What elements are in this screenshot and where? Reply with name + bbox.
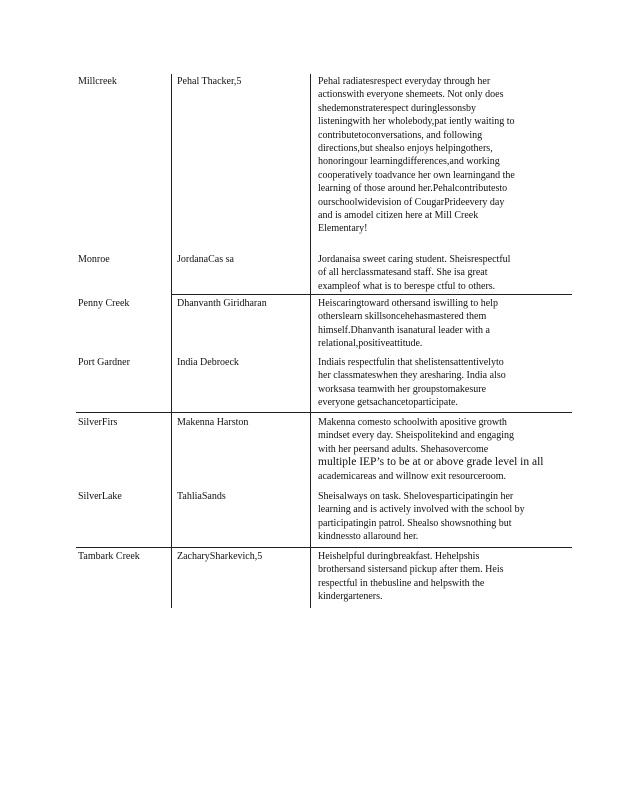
description-line: of all herclassmatesand staff. She isa great	[318, 267, 488, 279]
description-line: Indiais respectfulin that shelistensattentivelyto	[318, 357, 504, 368]
student-name: Dhanvanth Giridharan	[177, 298, 267, 309]
row-divider	[76, 547, 572, 548]
school-name: Monroe	[78, 254, 110, 265]
school-name: Millcreek	[78, 76, 117, 87]
student-name: JordanaCas sa	[177, 254, 234, 265]
description-line: Makenna comesto schoolwith apositive growth	[318, 417, 507, 428]
description-line: learning and is actively involved with the school by	[318, 504, 525, 516]
description-line: brothersand sistersand pickup after them. Heis	[318, 564, 504, 576]
description-line: directions,but shealso enjoys helpingothers,	[318, 143, 493, 155]
row-divider	[171, 294, 572, 295]
description-line: her classmateswhen they aresharing. India also	[318, 370, 506, 382]
school-name: Port Gardner	[78, 357, 130, 368]
description-line: academicareas and willnow exit resourceroom.	[318, 470, 506, 482]
description-line: Pehal radiatesrespect everyday through her	[318, 76, 491, 87]
student-name: ZacharySharkevich,5	[177, 551, 263, 562]
row-divider	[76, 412, 572, 413]
description-line: contributetoconversations, and following	[318, 129, 483, 141]
description-line: Elementary!	[318, 223, 368, 235]
description-line: listeningwith her wholebody,pat iently waiting to	[318, 116, 515, 128]
description-line: worksasa teamwith her groupstomakesure	[318, 383, 487, 395]
description-line: everyone getsachancetoparticipate.	[318, 397, 458, 409]
description-line: kindergarteners.	[318, 591, 383, 603]
description-line: relational,positiveattitude.	[318, 338, 423, 350]
school-name: Tambark Creek	[78, 551, 140, 562]
description-line: participatingin patrol. Shealso showsnothing but	[318, 517, 512, 529]
student-name: TahliaSands	[177, 491, 226, 502]
description-line: Heishelpful duringbreakfast. Hehelpshis	[318, 551, 480, 562]
student-description	[318, 253, 568, 293]
description-line: Sheisalways on task. Shelovesparticipatingin her	[318, 491, 514, 502]
description-line: shedemonstraterespect duringlessonsby	[318, 102, 477, 114]
description-line: and is amodel citizen here at Mill Creek	[318, 210, 479, 222]
column-divider-2	[310, 74, 311, 608]
student-name: Makenna Harston	[177, 417, 249, 428]
column-divider-1	[171, 74, 172, 608]
description-line: Jordanaisa sweet caring student. Sheisrespectful	[318, 254, 511, 265]
description-line: exampleof what is to berespe ctful to others.	[318, 280, 496, 292]
student-description	[318, 550, 568, 604]
description-line: with her peersand adults. Shehasovercome	[318, 443, 489, 455]
student-description	[318, 490, 568, 544]
student-name: Pehal Thacker,5	[177, 76, 242, 87]
student-description	[318, 297, 568, 351]
student-description	[318, 356, 568, 410]
school-name: Penny Creek	[78, 298, 130, 309]
description-line: respectful in thebusline and helpswith the	[318, 577, 485, 589]
description-line: ourschoolwidevision of CougarPrideevery day	[318, 196, 505, 208]
school-name: SilverFirs	[78, 417, 118, 428]
description-line: cooperatively toadvance her own learningand the	[318, 169, 515, 181]
description-line: kindnessto allaround her.	[318, 531, 419, 543]
student-description	[318, 416, 568, 483]
description-line: otherslearn skillsoncehehasmastered them	[318, 311, 487, 323]
description-line: multiple IEP’s to be at or above grade level in all	[318, 456, 544, 469]
student-description	[318, 75, 568, 236]
school-name: SilverLake	[78, 491, 122, 502]
description-line: himself.Dhanvanth isanatural leader with a	[318, 324, 490, 336]
description-line: Heiscaringtoward othersand iswilling to help	[318, 298, 498, 309]
description-line: learning of those around her.Pehalcontributesto	[318, 183, 508, 195]
description-line: actionswith everyone shemeets. Not only does	[318, 89, 504, 101]
description-line: mindset every day. Sheispolitekind and engaging	[318, 430, 514, 442]
description-line: honoringour learningdifferences,and working	[318, 156, 500, 168]
student-name: India Debroeck	[177, 357, 239, 368]
